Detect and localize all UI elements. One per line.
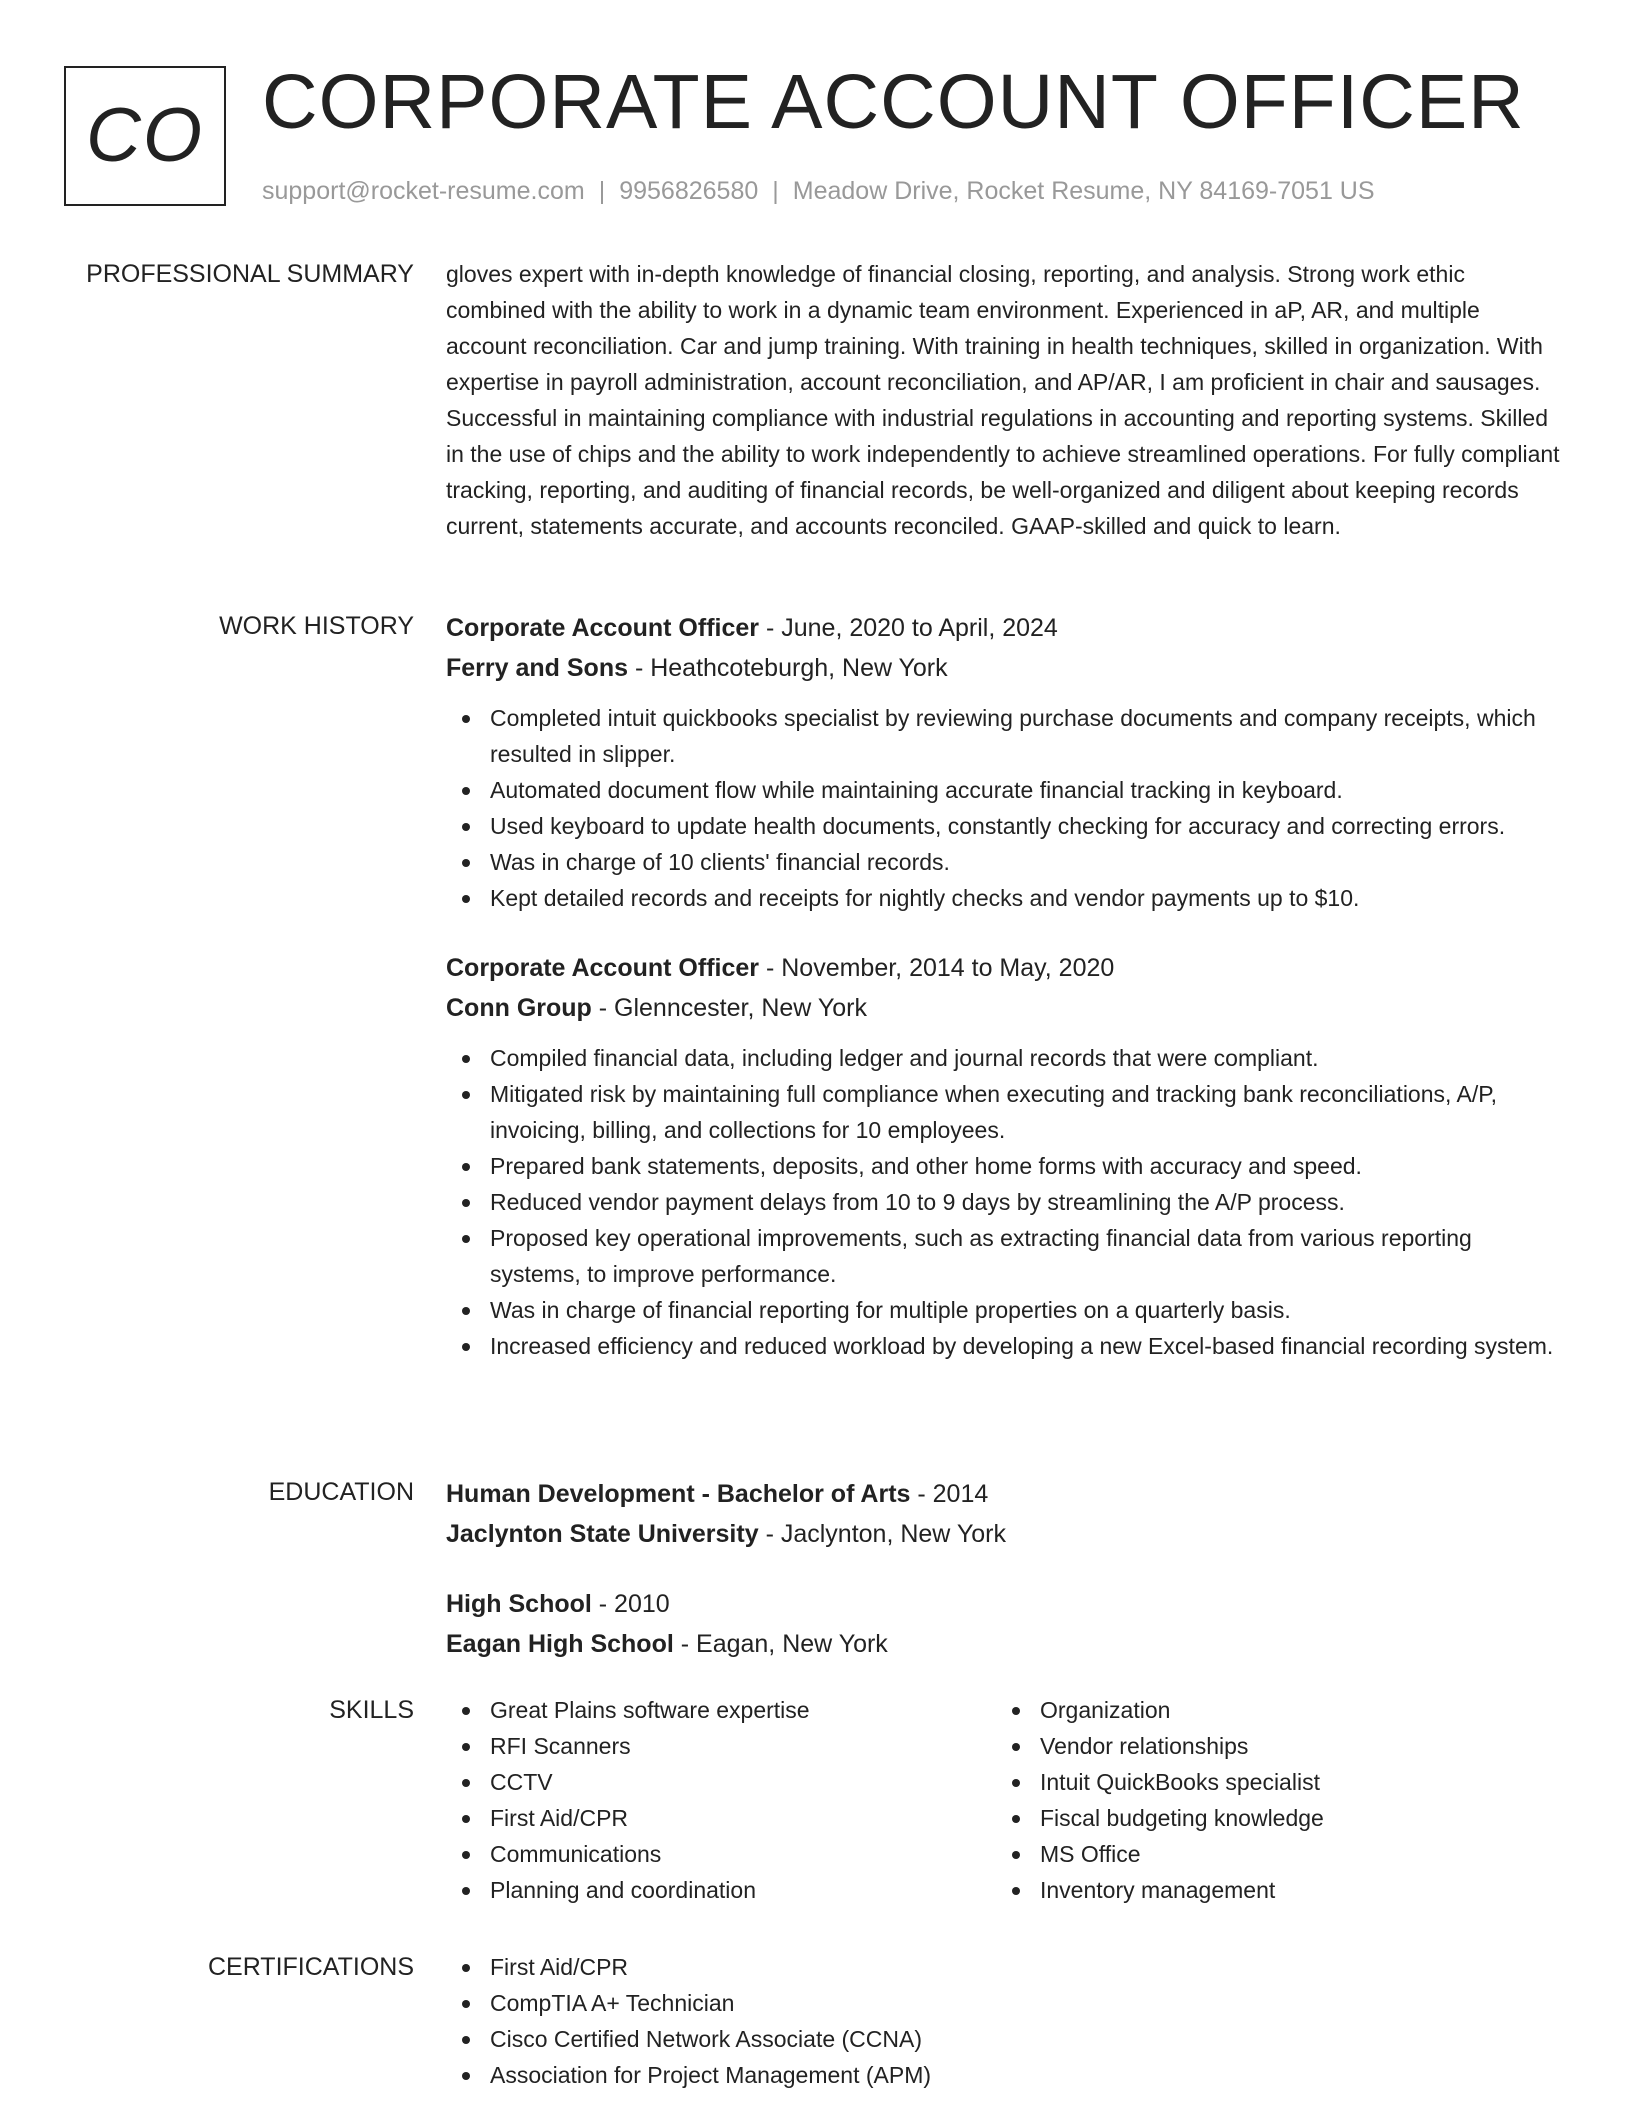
list-item: Was in charge of financial reporting for multiple properties on a quarterly basis. bbox=[446, 1292, 1566, 1328]
contact-separator: | bbox=[772, 177, 779, 205]
education-entry bbox=[446, 1584, 1566, 1664]
list-item: Was in charge of 10 clients' financial records. bbox=[446, 844, 1566, 880]
list-item: Fiscal budgeting knowledge bbox=[996, 1800, 1546, 1836]
job-duties-list bbox=[446, 700, 1566, 916]
degree-line bbox=[446, 1474, 1566, 1514]
work-history-heading: WORK HISTORY bbox=[219, 612, 414, 640]
list-item: Organization bbox=[996, 1692, 1546, 1728]
job-dates: - June, 2020 to April, 2024 bbox=[759, 614, 1058, 642]
school-location: - Eagan, New York bbox=[673, 1630, 888, 1658]
contact-address: Meadow Drive, Rocket Resume, NY 84169-7051 US bbox=[792, 177, 1375, 205]
list-item: Completed intuit quickbooks specialist by reviewing purchase documents and company receipts, which resulted in slipper. bbox=[446, 700, 1566, 772]
job-entry bbox=[446, 608, 1566, 916]
job-title-line bbox=[446, 948, 1566, 988]
monogram-initials: CO bbox=[86, 93, 204, 178]
contact-separator: | bbox=[598, 177, 606, 205]
education-body bbox=[446, 1474, 1566, 1664]
certifications-body bbox=[446, 1949, 1566, 2093]
list-item: Prepared bank statements, deposits, and other home forms with accuracy and speed. bbox=[446, 1148, 1566, 1184]
contact-phone: 9956826580 bbox=[619, 177, 759, 205]
skills-body bbox=[446, 1692, 1566, 1908]
list-item: CompTIA A+ Technician bbox=[446, 1985, 1566, 2021]
list-item: Increased efficiency and reduced workload by developing a new Excel-based financial recording system. bbox=[446, 1328, 1566, 1364]
degree-name: Human Development - Bachelor of Arts bbox=[446, 1480, 911, 1508]
contact-email: support@rocket-resume.com bbox=[262, 177, 585, 205]
education-heading: EDUCATION bbox=[268, 1478, 414, 1506]
school-line bbox=[446, 1514, 1566, 1554]
list-item: Intuit QuickBooks specialist bbox=[996, 1764, 1546, 1800]
list-item: RFI Scanners bbox=[446, 1728, 996, 1764]
skills-heading: SKILLS bbox=[329, 1696, 414, 1724]
list-item: CCTV bbox=[446, 1764, 996, 1800]
list-item: Mitigated risk by maintaining full compliance when executing and tracking bank reconciliations, A/P, invoicing, billing, and collections for 10 employees. bbox=[446, 1076, 1566, 1148]
job-company-line bbox=[446, 648, 1566, 688]
monogram-logo bbox=[64, 66, 226, 206]
list-item: Cisco Certified Network Associate (CCNA) bbox=[446, 2021, 1566, 2057]
list-item: Proposed key operational improvements, such as extracting financial data from various reporting systems, to improve performance. bbox=[446, 1220, 1566, 1292]
job-location: - Glenncester, New York bbox=[591, 994, 867, 1022]
list-item: Automated document flow while maintaining accurate financial tracking in keyboard. bbox=[446, 772, 1566, 808]
summary-heading: PROFESSIONAL SUMMARY bbox=[86, 260, 414, 288]
list-item: Reduced vendor payment delays from 10 to 9 days by streamlining the A/P process. bbox=[446, 1184, 1566, 1220]
list-item: MS Office bbox=[996, 1836, 1546, 1872]
certifications-heading: CERTIFICATIONS bbox=[207, 1953, 414, 1981]
job-location: - Heathcoteburgh, New York bbox=[628, 654, 948, 682]
list-item: Compiled financial data, including ledger and journal records that were compliant. bbox=[446, 1040, 1566, 1076]
job-title: Corporate Account Officer bbox=[446, 614, 760, 642]
job-dates: - November, 2014 to May, 2020 bbox=[759, 954, 1115, 982]
job-title-line bbox=[446, 608, 1566, 648]
job-company: Conn Group bbox=[446, 994, 592, 1022]
list-item: Used keyboard to update health documents, constantly checking for accuracy and correcting errors. bbox=[446, 808, 1566, 844]
education-entry bbox=[446, 1474, 1566, 1554]
list-item: Vendor relationships bbox=[996, 1728, 1546, 1764]
summary-body bbox=[446, 256, 1566, 544]
job-title: Corporate Account Officer bbox=[446, 954, 760, 982]
degree-year: - 2014 bbox=[910, 1480, 989, 1508]
certifications-list bbox=[446, 1949, 1566, 2093]
list-item: Planning and coordination bbox=[446, 1872, 996, 1908]
list-item: Association for Project Management (APM) bbox=[446, 2057, 1566, 2093]
job-company: Ferry and Sons bbox=[446, 654, 628, 682]
school-name: Jaclynton State University bbox=[446, 1520, 759, 1548]
job-company-line bbox=[446, 988, 1566, 1028]
job-duties-list bbox=[446, 1040, 1566, 1364]
job-entry bbox=[446, 948, 1566, 1364]
list-item: First Aid/CPR bbox=[446, 1800, 996, 1836]
skills-list-right bbox=[996, 1692, 1546, 1908]
contact-line bbox=[262, 176, 1375, 206]
degree-name: High School bbox=[446, 1590, 592, 1618]
resume-title: CORPORATE ACCOUNT OFFICER bbox=[262, 59, 1525, 145]
list-item: Communications bbox=[446, 1836, 996, 1872]
work-history-body bbox=[446, 608, 1566, 1364]
degree-year: - 2010 bbox=[591, 1590, 670, 1618]
summary-text: gloves expert with in-depth knowledge of financial closing, reporting, and analysis. Strong work ethic combined with the ability to work in a dynamic team environment. Experienced in aP, AR, and multiple account reconciliation. Car and jump training. With training in health techniques, skilled in organization. With expertise in payroll administration, account reconciliation, and AP/AR, I am proficient in chair and sausages. Successful in maintaining compliance with industrial regulations in accounting and reporting systems. Skilled in the use of chips and the ability to work independently to achieve streamlined operations. For fully compliant tracking, reporting, and auditing of financial records, be well-organized and diligent about keeping records current, statements accurate, and accounts reconciled. GAAP-skilled and quick to learn. bbox=[446, 261, 1560, 539]
list-item: Inventory management bbox=[996, 1872, 1546, 1908]
school-location: - Jaclynton, New York bbox=[758, 1520, 1006, 1548]
skills-list-left bbox=[446, 1692, 996, 1908]
list-item: First Aid/CPR bbox=[446, 1949, 1566, 1985]
school-line bbox=[446, 1624, 1566, 1664]
school-name: Eagan High School bbox=[446, 1630, 674, 1658]
list-item: Great Plains software expertise bbox=[446, 1692, 996, 1728]
list-item: Kept detailed records and receipts for nightly checks and vendor payments up to $10. bbox=[446, 880, 1566, 916]
degree-line bbox=[446, 1584, 1566, 1624]
